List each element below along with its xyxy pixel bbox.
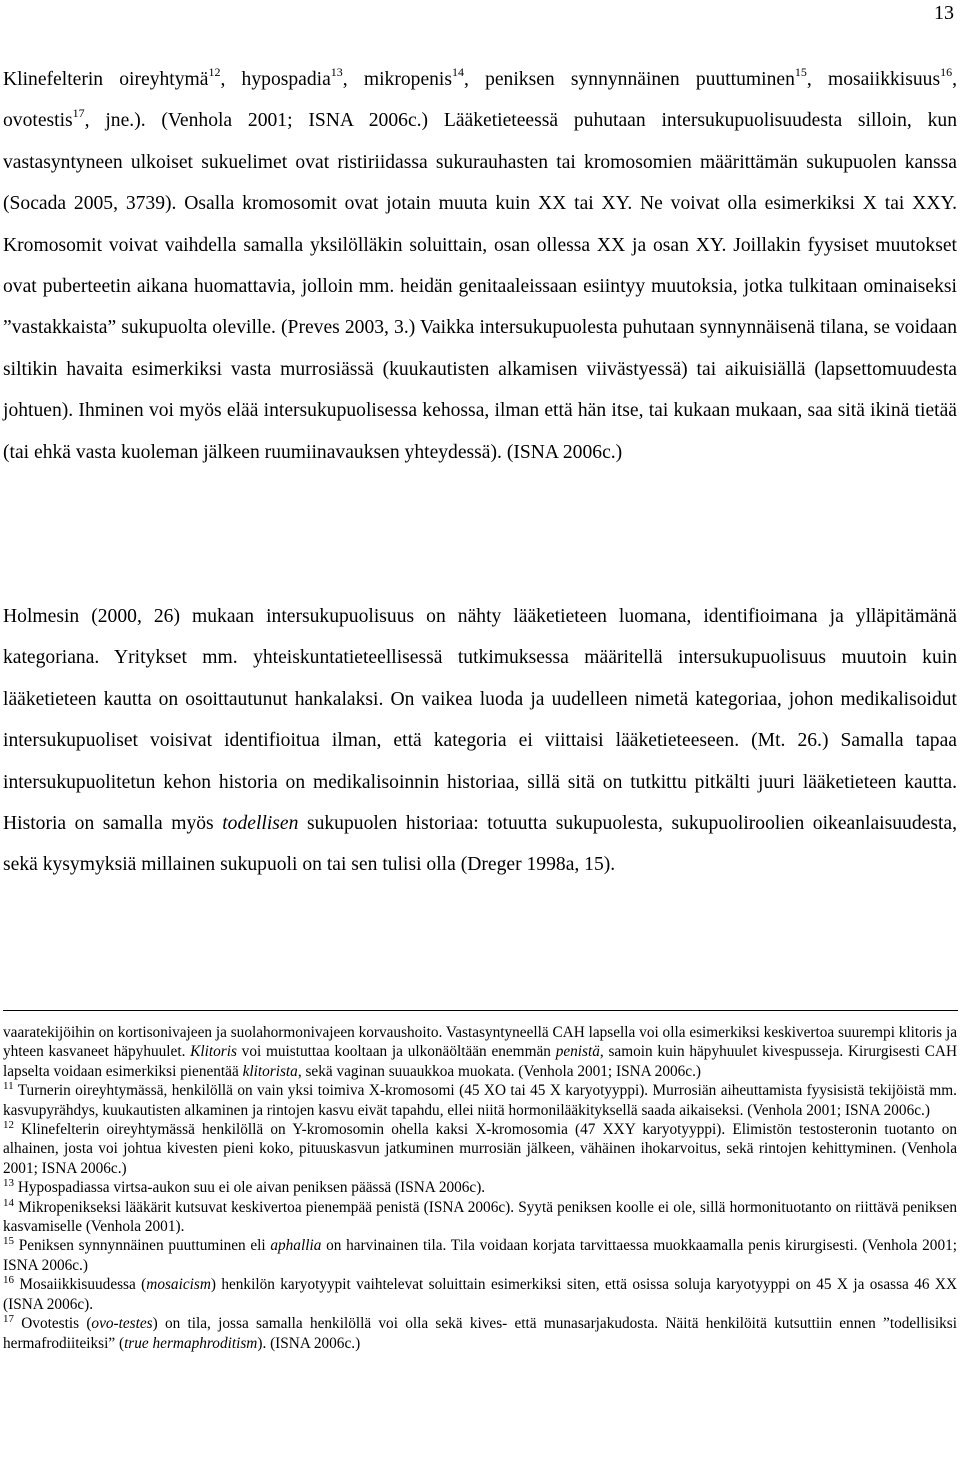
emphasis-text: todellisen bbox=[222, 813, 299, 835]
footnote-ref-15[interactable]: 15 bbox=[794, 65, 807, 79]
footnote-text: Mikropenikseksi lääkärit kutsuvat keskivertoa pienempää penistä (ISNA 2006c). Syytä peniksen koolle ei ole, sillä hormonituotanto on riittävä peniksen kasvamiselle (Venhola 2001). bbox=[3, 1198, 957, 1236]
footnote-text: Klinefelterin oireyhtymässä henkilöllä on Y-kromosomin ohella kaksi X-kromosomia (47 XXY karyotyyppi). Elimistön testosteronin tuotanto on alhainen, josta voi johtua kivesten pieni koko, pituuskasvun jatkuminen murrosiän jälkeen, vähäinen ihokarvoitus, sekä rintojen kehittyminen. (Venhola 2001; ISNA 2006c.) bbox=[3, 1121, 957, 1177]
footnote-text: ). (ISNA 2006c.) bbox=[257, 1334, 361, 1352]
text-run: , samoin kuin häpyhuulet kivespusseja. Kirurgisesti CAH lapselta voidaan esimerkiksi pienentää bbox=[3, 1043, 958, 1080]
paragraph-text bbox=[3, 59, 957, 473]
emphasis-text: penistä bbox=[555, 1043, 600, 1061]
emphasis-text: aphallia bbox=[270, 1237, 322, 1255]
text-run: , peniksen synnynnäinen puuttuminen bbox=[464, 69, 795, 90]
footnote-11 bbox=[3, 1081, 957, 1120]
footnote-number: 12 bbox=[3, 1119, 14, 1132]
footnote-text: on harvinainen tila. Tila voidaan korjata tarvittaessa muokkaamalla penis kirurgisesti. (Venhola 2001; ISNA 2006c.) bbox=[3, 1237, 957, 1274]
footnote-13 bbox=[3, 1178, 957, 1197]
footnote-number: 15 bbox=[3, 1235, 14, 1248]
footnote-separator bbox=[3, 1010, 958, 1011]
emphasis-text: klitorista bbox=[242, 1062, 298, 1080]
footnote-text: Turnerin oireyhtymässä, henkilöllä on vain yksi toimiva X-kromosomi (45 XO tai 45 X karyotyyppi). Murrosiän aiheuttamista fyysisistä tekijöistä mm. kasvupyrähdys, kuukautisten alkaminen ja rintojen kasvu eivät tapahdu, ellei niitä hormonilääkityksellä saada aikaiseksi. (Venhola 2001; ISNA 2006c.) bbox=[3, 1082, 957, 1119]
text-run: , ovotestis bbox=[3, 69, 957, 132]
footnote-text: Mosaiikkisuudessa ( bbox=[14, 1276, 147, 1294]
emphasis-text: ovo-testes bbox=[91, 1315, 153, 1333]
text-run: , sekä vaginan suuaukkoa muokata. (Venhola 2001; ISNA 2006c.) bbox=[297, 1062, 701, 1080]
footnote-14 bbox=[3, 1198, 957, 1237]
text-run: , hypospadia bbox=[220, 69, 331, 90]
text-run: Klinefelterin oireyhtymä bbox=[3, 69, 209, 90]
text-run: Holmesin (2000, 26) mukaan intersukupuolisuus on nähty lääketieteen luomana, identifioimana ja ylläpitämänä kategoriana. Yritykset mm. yhteiskuntatieteellisessä tutkimuksessa määritellä intersukupuolisuus muutoin kuin lääketieteen kautta on osoittautunut hankalaksi. On vaikea luoda ja uudelleen nimetä kategoriaa, johon medikalisoidut intersukupuoliset voisivat identifioitua ilman, että kategoria ei viittaisi lääketieteeseen. (Mt. 26.) Samalla tapaa intersukupuolitetun kehon historia on medikalisoinnin historiaa, sillä sitä on tutkittu pitkälti juuri lääketieteen kautta. Historia on samalla myös bbox=[3, 606, 957, 835]
emphasis-text: true hermaphroditism bbox=[124, 1334, 258, 1352]
footnote-number: 11 bbox=[3, 1080, 14, 1093]
footnote-ref-16[interactable]: 16 bbox=[940, 65, 953, 79]
text-run: voi muistuttaa kooltaan ja ulkonäöltään enemmän bbox=[236, 1043, 556, 1061]
footnote-ref-14[interactable]: 14 bbox=[452, 65, 465, 79]
footnote-number: 16 bbox=[3, 1274, 14, 1287]
text-run: , mikropenis bbox=[342, 69, 453, 90]
footnote-text: ) henkilön karyotyypit vaihtelevat soluittain esimerkiksi siten, että osissa soluja karyotyyppi on 45 X ja osassa 46 XX (ISNA 2006c). bbox=[3, 1276, 957, 1313]
footnote-number: 13 bbox=[3, 1177, 14, 1190]
footnote-text: Peniksen synnynnäinen puuttuminen eli bbox=[14, 1237, 271, 1255]
emphasis-text: mosaicism bbox=[146, 1276, 211, 1294]
footnote-number: 17 bbox=[3, 1313, 14, 1326]
footnote-text: ) on tila, jossa samalla henkilöllä voi olla sekä kives- että munasarjakudosta. Näitä henkilöitä kutsuttiin ennen ”todellisiksi hermafrodiiteiksi” ( bbox=[3, 1315, 957, 1352]
footnote-ref-12[interactable]: 12 bbox=[208, 65, 221, 79]
body-paragraph-2 bbox=[3, 596, 957, 886]
footnote-text: Ovotestis ( bbox=[14, 1315, 92, 1333]
footnote-17 bbox=[3, 1314, 957, 1353]
paragraph-text bbox=[3, 596, 957, 886]
text-run: , mosaiikkisuus bbox=[806, 69, 941, 90]
footnote-ref-13[interactable]: 13 bbox=[330, 65, 343, 79]
footnote-ref-17[interactable]: 17 bbox=[72, 106, 85, 121]
text-run: , jne.). (Venhola 2001; ISNA 2006c.) Lääketieteessä puhutaan intersukupuolisuudesta silloin, kun vastasyntyneen ulkoiset sukuelimet ovat ristiriidassa sukurauhasten tai kromosomien määrittämän sukupuolen kanssa (Socada 2005, 3739). Osalla kromosomit ovat jotain muuta kuin XX tai XY. Ne voivat olla esimerkiksi X tai XXY. Kromosomit voivat vaihdella samalla yksilölläkin soluittain, osan ollessa XX ja osan XY. Joillakin fyysiset muutokset ovat puberteetin aikana huomattavia, jolloin mm. heidän genitaaleissaan esiintyy muutoksia, jotka tulkitaan ominaiseksi ”vastakkaista” sukupuolta oleville. (Preves 2003, 3.) Vaikka intersukupuolesta puhutaan synnynnäisenä tilana, se voidaan siltikin havaita esimerkiksi vasta murrosiässä (kuukautisten alkamisen viivästyessä) tai aikuisiällä (lapsettomuudesta johtuen). Ihminen voi myös elää intersukupuolisessa kehossa, ilman että hän itse, tai kukaan mukaan, saa sitä ikinä tietää (tai ehkä vasta kuoleman jälkeen ruumiinavauksen yhteydessä). (ISNA 2006c.) bbox=[3, 110, 957, 463]
text-run: sukupuolen historiaa: totuutta sukupuolesta, sukupuoliroolien oikeanlaisuudesta, sekä kysymyksiä millainen sukupuoli on tai sen tulisi olla (Dreger 1998a, 15). bbox=[3, 813, 957, 876]
footnote-continuation bbox=[3, 1023, 957, 1081]
footnote-16 bbox=[3, 1275, 957, 1314]
footnote-text: Hypospadiassa virtsa-aukon suu ei ole aivan peniksen päässä (ISNA 2006c). bbox=[14, 1179, 486, 1197]
footnote-number: 14 bbox=[3, 1196, 14, 1209]
emphasis-text: Klitoris bbox=[190, 1043, 237, 1061]
footnotes-section bbox=[3, 1023, 957, 1353]
footnote-12 bbox=[3, 1120, 957, 1178]
footnote-15 bbox=[3, 1236, 957, 1275]
page-number: 13 bbox=[934, 2, 954, 24]
text-run: vaaratekijöihin on kortisonivajeen ja suolahormonivajeen korvaushoito. Vastasyntyneellä CAH lapsella voi olla esimerkiksi keskivertoa suurempi klitoris ja yhteen kasvaneet häpyhuulet. bbox=[3, 1024, 957, 1061]
body-paragraph-1 bbox=[3, 59, 957, 473]
